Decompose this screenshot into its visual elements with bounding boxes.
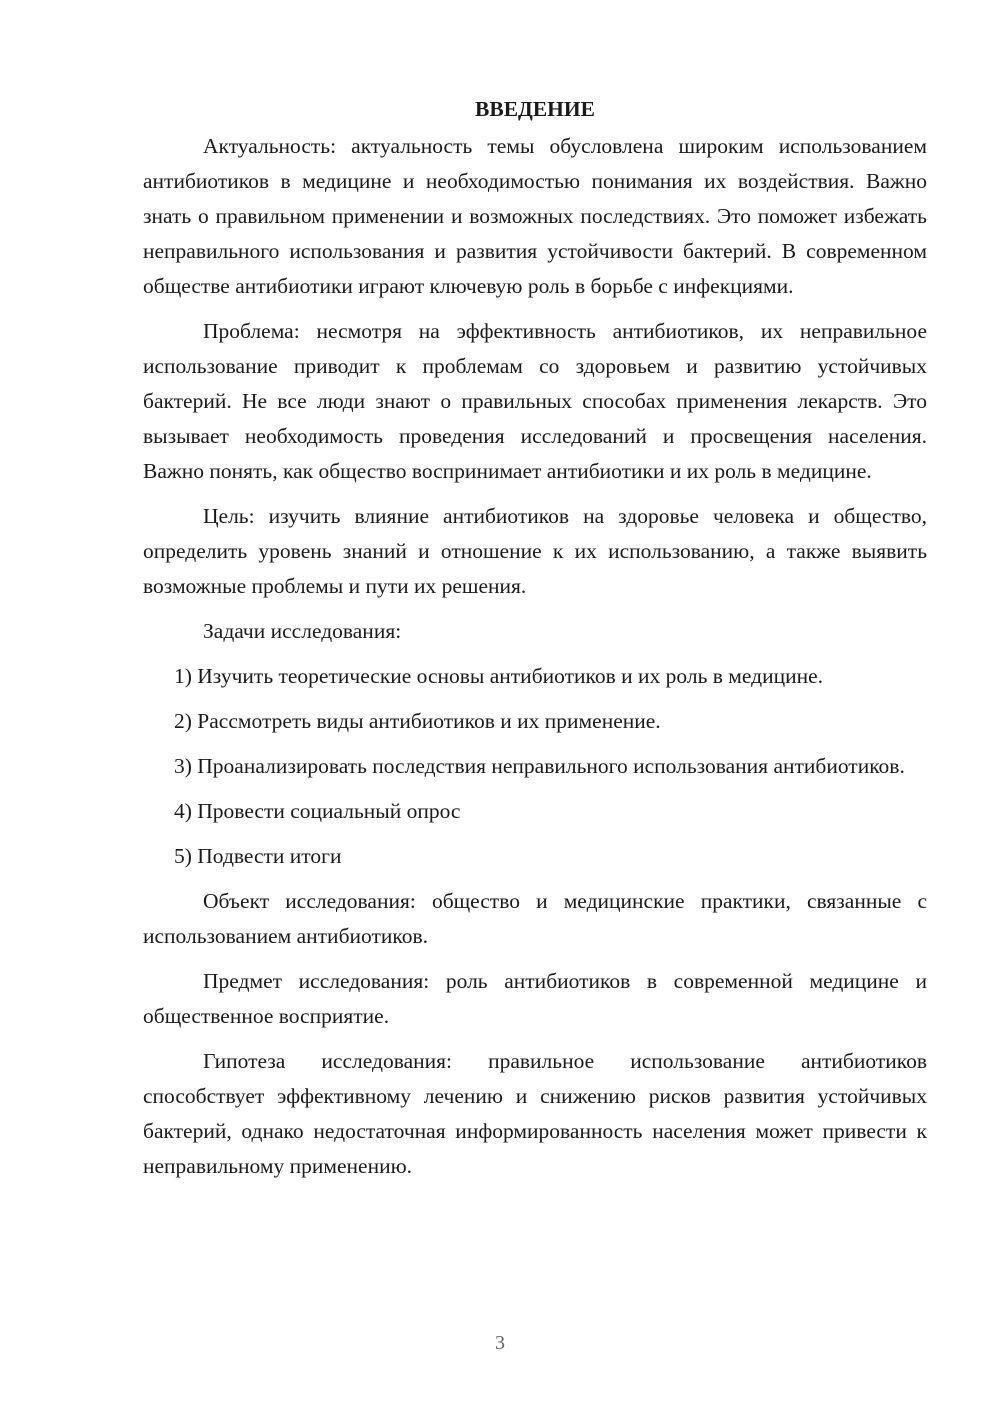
paragraph-problem: Проблема: несмотря на эффективность антибиотиков, их неправильное использование приводит к проблемам со здоровьем и развитию устойчивых бактерий. Не все люди знают о правильных способах применения лекарств. Это вызывает необходимость проведения исследований и просвещения населения. Важно понять, как общество воспринимает антибиотики и их роль в медицине. xyxy=(143,319,927,483)
paragraph-hypothesis: Гипотеза исследования: правильное использование антибиотиков способствует эффективному лечению и снижению рисков развития устойчивых бактерий, однако недостаточная информированность населения может привести к неправильному применению. xyxy=(143,1049,927,1178)
task-item: 5) Подвести итоги xyxy=(174,844,342,868)
page-number: 3 xyxy=(495,1332,505,1354)
paragraph-object: Объект исследования: общество и медицинские практики, связанные с использованием антибиотиков. xyxy=(143,889,927,948)
paragraph-relevance: Актуальность: актуальность темы обусловлена широким использованием антибиотиков в медицине и необходимостью понимания их воздействия. Важно знать о правильном применении и возможных последствиях. Это поможет избежать неправильного использования и развития устойчивости бактерий. В современном обществе антибиотики играют ключевую роль в борьбе с инфекциями. xyxy=(143,134,927,298)
paragraph-tasks-heading: Задачи исследования: xyxy=(203,619,402,643)
task-item: 3) Проанализировать последствия неправильного использования антибиотиков. xyxy=(174,754,905,778)
paragraph-subject: Предмет исследования: роль антибиотиков в современной медицине и общественное восприятие. xyxy=(143,969,927,1028)
paragraph-goal: Цель: изучить влияние антибиотиков на здоровье человека и общество, определить уровень знаний и отношение к их использованию, а также выявить возможные проблемы и пути их решения. xyxy=(143,504,927,598)
document-page xyxy=(143,92,927,1194)
task-item: 4) Провести социальный опрос xyxy=(174,799,461,823)
task-item: 2) Рассмотреть виды антибиотиков и их применение. xyxy=(174,709,661,733)
section-title: ВВЕДЕНИЕ xyxy=(475,97,595,121)
task-item: 1) Изучить теоретические основы антибиотиков и их роль в медицине. xyxy=(174,664,824,688)
